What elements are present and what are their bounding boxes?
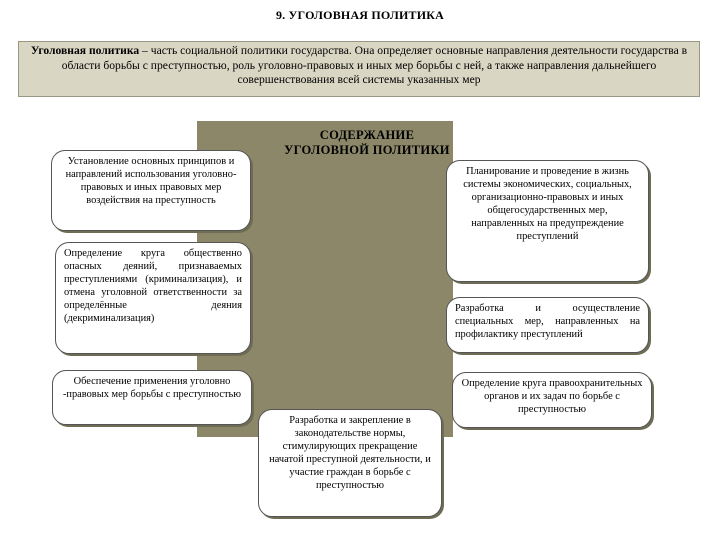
definition-text: – часть социальной политики государства. Она определяет основные направления деятельности государства в области борьбы с преступностью, роль уголовно-правовых и иных мер борьбы с ней, а также направления дальнейшего совершенствования всей системы указанных мер [61, 44, 688, 86]
box-criminalization: Определение круга общественно опасных деяний, признаваемых преступлениями (криминализация), и отмена уголовной ответственности за определённые деяния (декриминализация) [55, 242, 251, 354]
definition-block [18, 41, 700, 97]
box-principles: Установление основных принципов и направлений использования уголовно-правовых и иных правовых мер воздействия на преступность [51, 150, 251, 231]
center-title-line1: СОДЕРЖАНИЕ [319, 128, 415, 142]
definition-term: Уголовная политика [30, 44, 140, 57]
center-title-line2: УГОЛОВНОЙ ПОЛИТИКИ [284, 143, 450, 157]
box-planning: Планирование и проведение в жизнь системы экономических, социальных, организационно-правовых и иных общегосударственных мер, направленных на предупреждение преступлений [446, 160, 649, 282]
box-enforcement: Обеспечение применения уголовно -правовых мер борьбы с преступностью [52, 370, 252, 425]
box-special-measures: Разработка и осуществление специальных мер, направленных на профилактику преступлений [446, 297, 649, 353]
box-legislation: Разработка и закрепление в законодательстве нормы, стимулирующих прекращение начатой преступной деятельности, и участие граждан в борьбе с преступностью [258, 409, 442, 517]
box-law-bodies: Определение круга правоохранительных органов и их задач по борьбе с преступностью [452, 372, 652, 428]
center-title [262, 128, 472, 158]
page-title: 9. УГОЛОВНАЯ ПОЛИТИКА [275, 8, 445, 22]
